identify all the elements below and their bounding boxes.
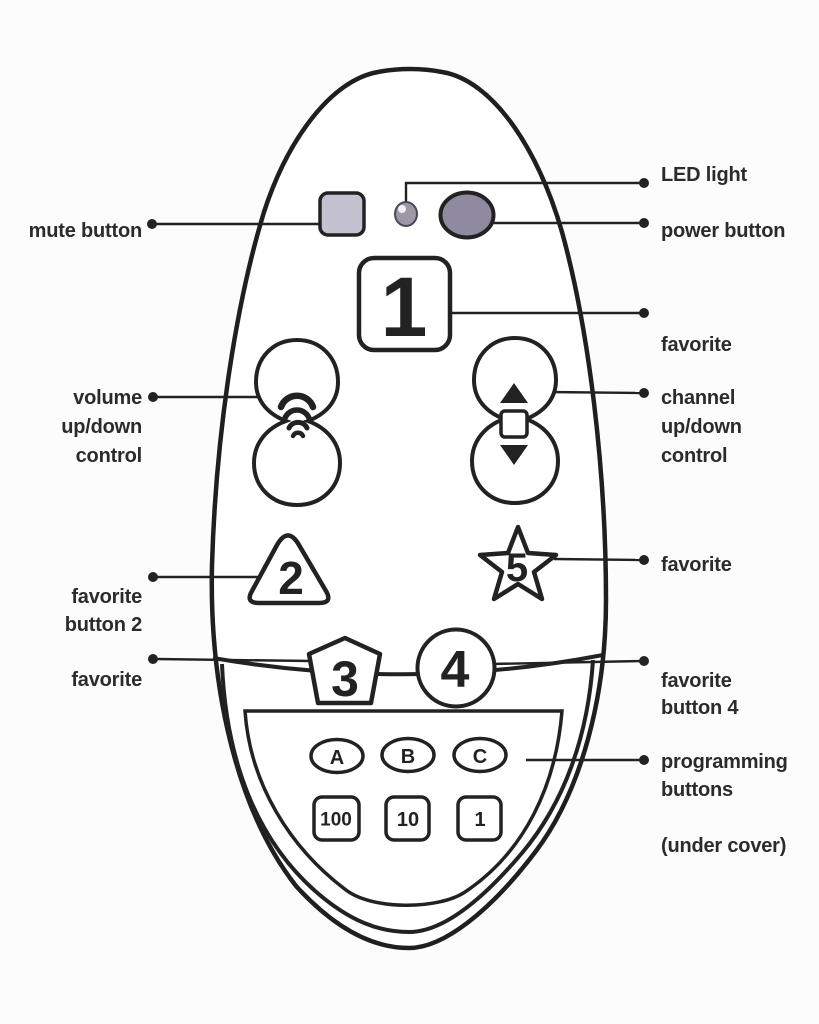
- label-volume-control: [0, 384, 142, 471]
- prog-10-button[interactable]: [386, 797, 429, 840]
- callout-dot-mute: [147, 219, 157, 229]
- label-power-text: power button: [661, 220, 786, 242]
- callout-dot-favorite4: [639, 656, 649, 666]
- prog-b-label: B: [400, 746, 416, 768]
- label-channel-control: [661, 384, 742, 471]
- favorite-3-button[interactable]: [309, 638, 380, 707]
- prog-c-button[interactable]: [454, 739, 506, 772]
- led-indicator: [395, 202, 417, 226]
- label-programming-line2: buttons: [661, 779, 733, 801]
- callout-dot-favorite5: [639, 555, 649, 565]
- label-favorite2-line1: favorite: [71, 586, 142, 608]
- prog-10-label: 10: [396, 809, 420, 831]
- label-under-cover-text: (under cover): [661, 835, 787, 857]
- callout-line-channel: [547, 392, 642, 393]
- label-favorite4-line1: favorite: [661, 670, 732, 692]
- prog-c-label: C: [472, 746, 488, 768]
- channel-select-icon: [501, 411, 527, 437]
- label-led-light: [661, 161, 747, 190]
- callout-dot-programming: [639, 755, 649, 765]
- label-favorite1-text: favorite: [661, 334, 732, 356]
- label-mute-button: [0, 217, 142, 246]
- callout-dot-favorite3: [148, 654, 158, 664]
- callout-dot-favorite1: [639, 308, 649, 318]
- prog-a-button[interactable]: [311, 740, 363, 773]
- callout-dot-led: [639, 178, 649, 188]
- label-mute-text: mute button: [28, 220, 142, 242]
- label-under-cover: [661, 832, 786, 861]
- prog-1-label: 1: [474, 809, 486, 831]
- prog-100-label: 100: [320, 809, 352, 831]
- label-favorite-button-2: [0, 583, 142, 639]
- label-channel-line3: control: [661, 445, 728, 467]
- favorite-4-label: 4: [440, 641, 470, 699]
- favorite-4-button[interactable]: [418, 630, 495, 707]
- label-favorite-1: [661, 331, 732, 360]
- prog-100-button[interactable]: [314, 797, 359, 840]
- callout-dot-channel: [639, 388, 649, 398]
- label-programming-buttons: [661, 748, 788, 804]
- label-favorite-5: [661, 551, 732, 580]
- prog-1-button[interactable]: [458, 797, 501, 840]
- label-led-text: LED light: [661, 164, 747, 186]
- callout-dot-volume: [148, 392, 158, 402]
- favorite-1-button[interactable]: [359, 258, 450, 354]
- label-channel-line2: up/down: [661, 416, 742, 438]
- label-favorite3-text: favorite: [71, 669, 142, 691]
- label-volume-line1: volume: [73, 387, 142, 409]
- callout-dot-power: [639, 218, 649, 228]
- prog-a-label: A: [329, 747, 345, 769]
- callout-line-favorite5: [554, 559, 642, 560]
- callout-dot-favorite2: [148, 572, 158, 582]
- power-button[interactable]: [441, 193, 494, 238]
- label-favorite5-text: favorite: [661, 554, 732, 576]
- mute-button[interactable]: [320, 193, 364, 235]
- favorite-1-label: 1: [380, 260, 428, 354]
- favorite-2-label: 2: [278, 552, 304, 604]
- favorite-5-label: 5: [505, 546, 529, 590]
- label-volume-line2: up/down: [61, 416, 142, 438]
- led-highlight: [398, 205, 406, 213]
- prog-b-button[interactable]: [382, 739, 434, 772]
- label-favorite-button-4: [661, 668, 738, 722]
- label-channel-line1: channel: [661, 387, 736, 409]
- label-favorite-3: [0, 666, 142, 695]
- label-power-button: [661, 217, 785, 246]
- label-volume-line3: control: [75, 445, 142, 467]
- label-favorite4-line2: button 4: [661, 697, 739, 719]
- favorite-3-label: 3: [331, 651, 359, 707]
- label-programming-line1: programming: [661, 751, 788, 773]
- label-favorite2-line2: button 2: [64, 614, 142, 636]
